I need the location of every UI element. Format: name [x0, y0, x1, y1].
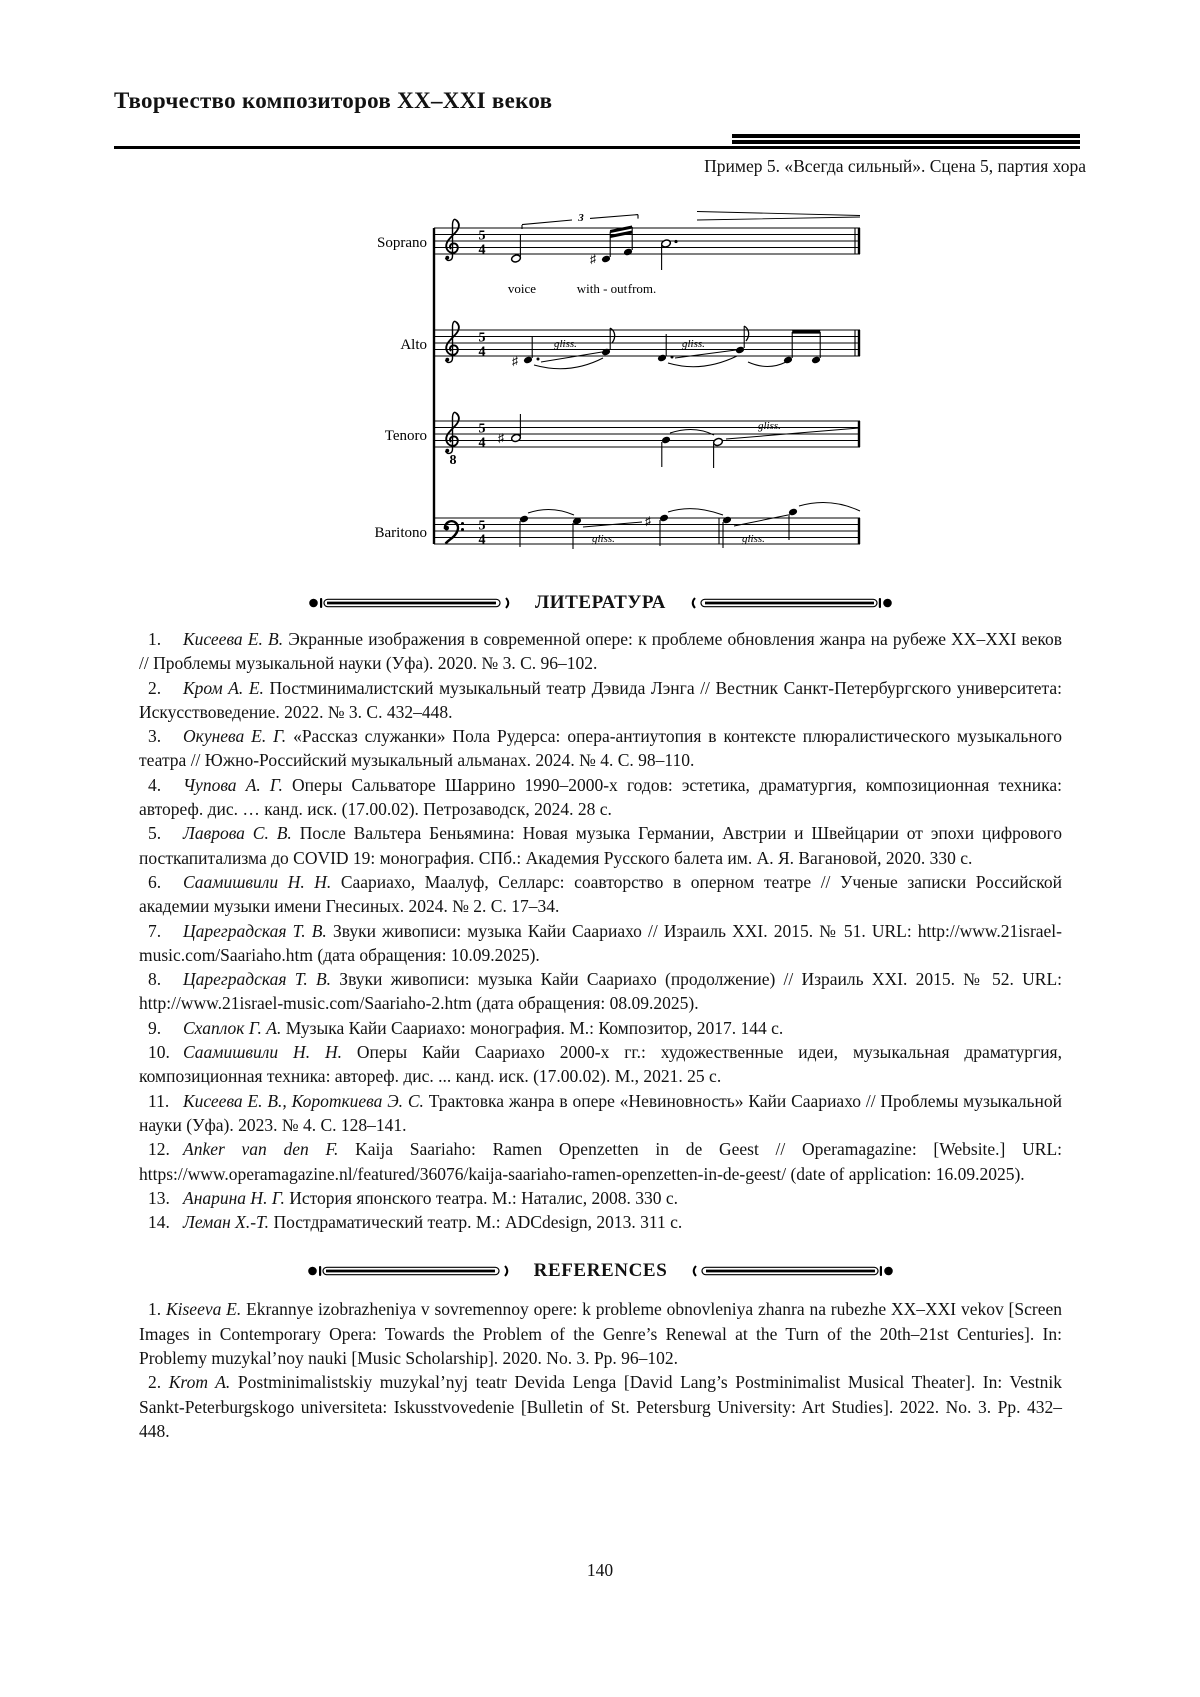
item-text: Экранные изображения в современной опере: к проблеме обновления жанра на рубеже XX–XXI веков // Проблемы музыкальной науки (Уфа). 2020. № 3. С. 96–102. [139, 629, 1063, 674]
svg-text:4: 4 [478, 435, 486, 451]
item-author: Kiseeva E. [165, 1299, 242, 1320]
flourish-left [308, 595, 513, 611]
bib-item [139, 1040, 1062, 1089]
svg-text:5: 5 [478, 228, 486, 244]
page-number: 140 [586, 1560, 614, 1580]
item-text: Оперы Сальваторе Шаррино 1990–2000-х годов: эстетика, драматургия, композиционная техника: автореф. дис. … канд. иск. (17.00.02). Петрозаводск, 2024. 28 с. [139, 774, 1062, 820]
svg-text:from.: from. [627, 281, 657, 296]
item-text: Ekrannye izobrazheniya v sovremennoy opere: k probleme obnovleniya zhanra na rubezhe XX–XXI vekov [Screen Images in Contemporary Opera: Towards the Problem of the Genre’s Renewal at the Turn of the 20th–21st Centuries]. In: Problemy muzykal’noy nauki [Music Scholarship]. 2020. No. 3. Pp. 96–102. [139, 1299, 1062, 1369]
alto-notes [512, 326, 859, 369]
item-author: Анарина Н. Г. [183, 1187, 285, 1208]
text-block [139, 592, 1062, 1443]
item-number: 9. [148, 1017, 162, 1038]
item-author: Цареградская Т. В. [183, 920, 327, 941]
part-label-baritono: Baritono [374, 525, 427, 541]
item-author: Кисеева Е. В. [183, 629, 284, 649]
svg-text:♯: ♯ [590, 252, 596, 266]
bib-item [139, 821, 1062, 870]
item-author: Саамишвили Н. Н. [183, 1042, 342, 1063]
item-author: Саамишвили Н. Н. [183, 871, 332, 892]
svg-text:5: 5 [478, 518, 486, 534]
item-text: Оперы Кайи Саариахо 2000-х гг.: художественные идеи, музыкальная драматургия, композиционная техника: автореф. дис. ... канд. иск. (17.00.02). М., 2021. 25 с. [139, 1042, 1062, 1087]
item-number: 7. [148, 920, 162, 941]
item-number: 4. [148, 774, 162, 795]
item-text: Звуки живописи: музыка Кайи Саариахо // Израиль XXI. 2015. № 51. URL: http://www.21israel-music.com/Saariaho.htm (дата обращения: 10.09.2025). [139, 920, 1062, 965]
svg-text:gliss.: gliss. [682, 338, 705, 350]
item-author: Krom A. [168, 1372, 231, 1393]
item-text: Постминималистский музыкальный театр Дэвида Лэнга // Вестник Санкт-Петербургского университета: Искусствоведение. 2022. № 3. С. 432–448. [139, 677, 1063, 722]
time-signatures [479, 229, 486, 548]
svg-text:4: 4 [478, 532, 486, 548]
svg-text:3: 3 [578, 212, 584, 224]
tenor-octave-8: 8 [449, 453, 457, 468]
score-image [330, 198, 870, 570]
references-list [139, 1297, 1062, 1443]
flourish-left [307, 1263, 512, 1279]
flourish-right [689, 1263, 894, 1279]
item-text: Музыка Кайи Саариахо: монография. М.: Композитор, 2017. 144 с. [285, 1017, 784, 1038]
item-text: Kaija Saariaho: Ramen Openzetten in de Geest // Operamagazine: [Website.] URL: https://www.operamagazine.nl/featured/36076/kaija-saariaho-ramen-openzetten-in-de-geest/ (date of application: 16.09.2025). [139, 1139, 1062, 1184]
header-rule-thick-bottom [732, 140, 1080, 144]
bib-item [139, 1186, 1062, 1210]
soprano-lyrics [508, 281, 656, 296]
svg-text:♯: ♯ [512, 354, 518, 368]
item-number: 14. [148, 1212, 170, 1233]
baritono-notes [519, 502, 860, 549]
bib-item [139, 1137, 1062, 1186]
staff-soprano [434, 228, 860, 254]
svg-text:5: 5 [478, 330, 486, 346]
literature-heading-row [139, 592, 1062, 614]
item-text: Postminimalistskiy muzykal’nyj teatr Devida Lenga [David Lang’s Postminimalist Musical Theater]. In: Vestnik Sankt-Peterburgskogo universiteta: Iskusstvovedenie [Bulletin of St. Petersburg University: Art Studies]. 2022. No. 3. Pp. 432–448. [139, 1372, 1063, 1441]
flourish-right [688, 595, 893, 611]
item-author: Леман Х.-Т. [183, 1212, 270, 1233]
item-author: Чупова А. Г. [183, 774, 283, 795]
item-author: Anker van den F. [183, 1139, 339, 1160]
header-rule-thin [114, 146, 1080, 149]
item-text: Постдраматический театр. М.: ADCdesign, 2013. 311 с. [273, 1212, 683, 1233]
item-number: 12. [148, 1139, 170, 1160]
bib-item [139, 676, 1062, 725]
literature-heading: ЛИТЕРАТУРА [534, 592, 667, 613]
item-author: Цареградская Т. В. [183, 969, 332, 990]
item-number: 2. [148, 677, 162, 698]
bib-item [139, 1210, 1062, 1234]
staff-alto [434, 330, 860, 356]
item-text: Саариахо, Маалуф, Селларс: соавторство в оперном театре // Ученые записки Российской академии музыки имени Гнесиных. 2024. № 2. С. 17–34. [139, 871, 1062, 917]
references-heading-row [139, 1260, 1062, 1282]
svg-text:♯: ♯ [645, 514, 651, 528]
bib-item [139, 870, 1062, 919]
bib-item [139, 1089, 1062, 1138]
item-author: Окунева Е. Г. [183, 726, 287, 747]
svg-text:5: 5 [478, 421, 486, 437]
bib-item [139, 919, 1062, 968]
svg-text:gliss.: gliss. [592, 533, 615, 545]
item-text: Звуки живописи: музыка Кайи Саариахо (продолжение) // Израиль XXI. 2015. № 52. URL: http://www.21israel-music.com/Saariaho-2.htm (дата обращения: 08.09.2025). [139, 969, 1063, 1014]
bib-item [139, 724, 1062, 773]
item-author: Лаврова С. В. [183, 823, 292, 844]
svg-text:gliss.: gliss. [742, 533, 765, 545]
part-label-soprano: Soprano [377, 235, 427, 251]
item-text: Трактовка жанра в опере «Невиновность» Кайи Саариахо // Проблемы музыкальной науки (Уфа). 2023. № 4. С. 128–141. [139, 1090, 1063, 1135]
svg-text:voice: voice [507, 281, 537, 296]
item-number: 11. [148, 1090, 170, 1111]
item-number: 1. [148, 1299, 162, 1320]
item-number: 1. [148, 629, 162, 649]
item-number: 13. [148, 1187, 170, 1208]
bib-item [139, 1016, 1062, 1040]
page-title: Творчество композиторов XX–XXI веков [114, 88, 553, 113]
item-number: 5. [148, 823, 162, 844]
references-heading: REFERENCES [533, 1260, 668, 1282]
item-text: История японского театра. М.: Наталис, 2008. 330 с. [289, 1187, 678, 1208]
item-author: Кисеева Е. В., Короткиева Э. С. [183, 1090, 424, 1111]
item-number: 6. [148, 871, 162, 892]
svg-text:♯: ♯ [498, 431, 504, 445]
bib-item [139, 627, 1062, 676]
item-number: 8. [148, 969, 162, 990]
bib-item [139, 1370, 1062, 1443]
bib-item [139, 773, 1062, 822]
item-number: 3. [148, 726, 162, 747]
svg-text:gliss.: gliss. [554, 338, 577, 350]
svg-text:gliss.: gliss. [758, 420, 781, 432]
item-number: 10. [148, 1042, 170, 1063]
item-text: «Рассказ служанки» Пола Рудерса: опера-антиутопия в контексте плюралистического музыкального театра // Южно-Российский музыкальный альманах. 2024. № 4. С. 98–110. [139, 726, 1062, 771]
item-author: Схаплок Г. А. [183, 1017, 282, 1038]
part-label-tenoro: Tenoro [384, 428, 427, 444]
bib-item [139, 967, 1062, 1016]
item-text: После Вальтера Беньямина: Новая музыка Германии, Австрии и Швейцарии от эпохи цифрового посткапитализма до COVID 19: монография. СПб.: Академия Русского балета им. А. Я. Вагановой, 2020. 330 с. [139, 823, 1062, 868]
item-author: Кром А. Е. [183, 677, 264, 698]
item-number: 2. [148, 1372, 162, 1393]
svg-text:4: 4 [478, 242, 486, 258]
literature-list [139, 627, 1062, 1234]
part-label-alto: Alto [400, 337, 427, 353]
example-caption: Пример 5. «Всегда сильный». Сцена 5, партия хора [704, 156, 1086, 176]
svg-text:4: 4 [478, 344, 486, 360]
header-rule-thick-top [732, 134, 1080, 138]
svg-text:with - out: with - out [576, 281, 628, 296]
bib-item [139, 1297, 1062, 1370]
